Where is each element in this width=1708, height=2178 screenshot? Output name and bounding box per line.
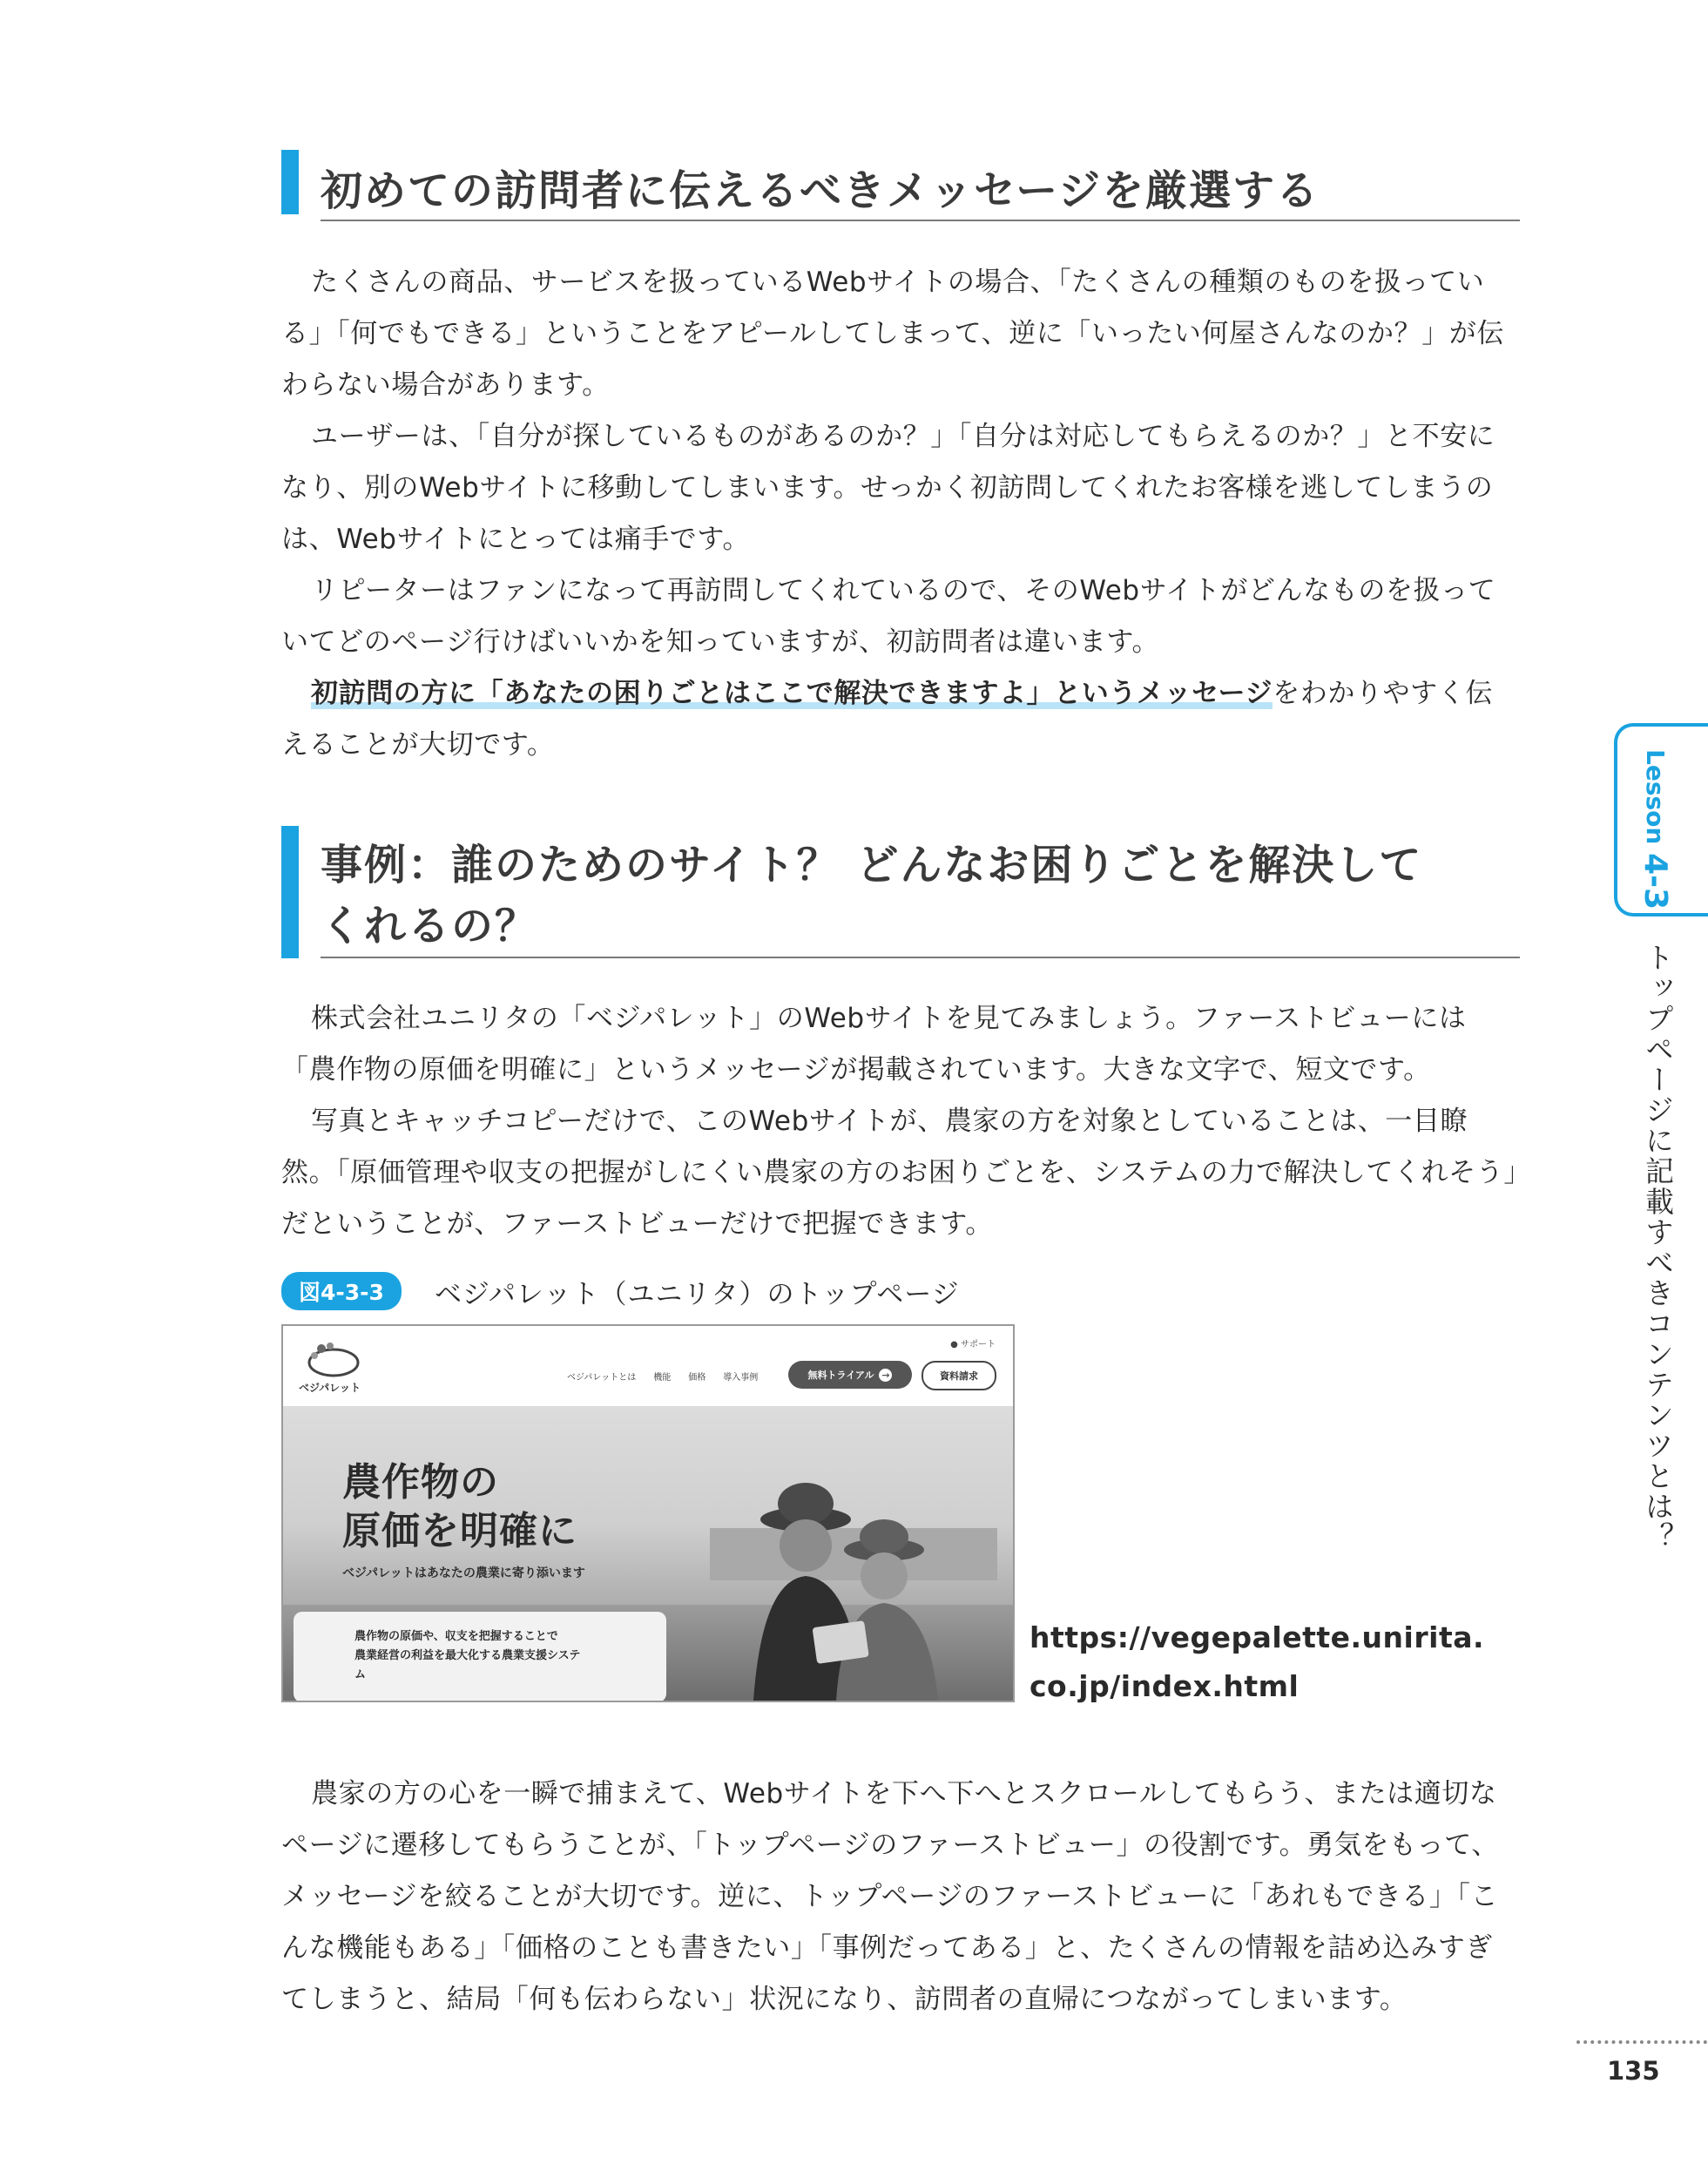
closing-body bbox=[281, 1769, 1520, 2026]
hero-description-box bbox=[294, 1612, 666, 1702]
figure-url[interactable] bbox=[1030, 1613, 1484, 1711]
paragraph: 写真とキャッチコピーだけで、このWebサイトが、農家の方を対象としていることは、一目瞭然。「原価管理や収支の把握がしにくい農家の方のお困りごとを、システムの力で解決してくれそう」だということが、ファーストビューだけで把握できます。 bbox=[281, 1106, 1518, 1240]
support-label: サポート bbox=[961, 1340, 996, 1349]
website-screenshot bbox=[281, 1324, 1015, 1702]
logo-mark-icon bbox=[302, 1340, 363, 1378]
figure-badge: 図4-3-3 bbox=[281, 1272, 402, 1310]
heading-accent-bar bbox=[281, 826, 299, 958]
section-heading-2 bbox=[281, 826, 1520, 958]
hero-subline: ベジパレットはあなたの農業に寄り添います bbox=[342, 1566, 585, 1580]
support-link[interactable]: ● サポート bbox=[950, 1340, 996, 1349]
lesson-number: 4-3 bbox=[1637, 853, 1673, 910]
lesson-tab-label bbox=[1637, 749, 1673, 910]
hero-image bbox=[283, 1406, 1013, 1701]
figure-title: ベジパレット（ユニリタ）のトップページ bbox=[434, 1278, 960, 1310]
menu-item[interactable]: 導入事例 bbox=[723, 1373, 759, 1383]
figure-caption bbox=[281, 1274, 960, 1309]
section-2-title-line2: くれるの？ bbox=[321, 902, 539, 950]
section-1-title: 初めての訪問者に伝えるべきメッセージを厳選する bbox=[321, 166, 1320, 215]
hero-headline-2: 原価を明確に bbox=[342, 1509, 577, 1553]
section-2-body bbox=[281, 993, 1520, 1250]
paragraph: リピーターはファンになって再訪問してくれているので、そのWebサイトがどんなものを扱っていてどのページ行けばいいかを知っていますが、初訪問者は違います。 bbox=[281, 575, 1496, 658]
farmers-photo-icon bbox=[710, 1406, 997, 1701]
free-trial-label: 無料トライアル bbox=[807, 1370, 874, 1381]
highlighted-message: 初訪問の方に「あなたの困りごとはここで解決できますよ」というメッセージ bbox=[311, 678, 1273, 709]
paragraph: 株式会社ユニリタの「ベジパレット」のWebサイトを見てみましょう。ファーストビューには「農作物の原価を明確に」というメッセージが掲載されています。大きな文字で、短文です。 bbox=[281, 1003, 1467, 1086]
request-docs-button[interactable]: 資料請求 bbox=[922, 1361, 996, 1390]
page-number-divider bbox=[1576, 2040, 1707, 2044]
heading-underline bbox=[321, 957, 1520, 958]
paragraph: ユーザーは、「自分が探しているものがあるのか？」「自分は対応してもらえるのか？」と不安になり、別のWebサイトに移動してしまいます。せっかく初訪問してくれたお客様を逃してしまうのは、Webサイトにとっては痛手です。 bbox=[281, 421, 1495, 555]
site-menu bbox=[567, 1370, 758, 1383]
highlight-tail: をわかりやすく伝えることが大切です。 bbox=[281, 678, 1493, 761]
section-heading-1 bbox=[281, 150, 1520, 221]
menu-item[interactable]: 価格 bbox=[688, 1373, 706, 1383]
url-line: https://vegepalette.unirita. bbox=[1030, 1620, 1485, 1654]
section-2-title-line1: 事例：誰のためのサイト？ どんなお困りごとを解決して bbox=[321, 841, 1423, 889]
lesson-word: Lesson bbox=[1641, 749, 1670, 845]
arrow-right-icon: → bbox=[879, 1369, 892, 1382]
paragraph: たくさんの商品、サービスを扱っているWebサイトの場合、「たくさんの種類のものを扱っている」「何でもできる」ということをアピールしてしまって、逆に「いったい何屋さんなのか？」が伝わらない場合があります。 bbox=[281, 267, 1505, 401]
hero-headline-1: 農作物の bbox=[342, 1460, 499, 1505]
box-line: 農業経営の利益を最大化する農業支援システ bbox=[354, 1649, 581, 1662]
menu-item[interactable]: 機能 bbox=[653, 1373, 672, 1383]
section-1-body bbox=[281, 257, 1520, 771]
page-number: 135 bbox=[1607, 2056, 1660, 2086]
site-header bbox=[283, 1326, 1013, 1406]
box-line: 農作物の原価や、収支を把握することで bbox=[354, 1630, 558, 1643]
free-trial-button[interactable] bbox=[788, 1361, 912, 1389]
chapter-side-title: トップページに記載すべきコンテンツとは？ bbox=[1641, 943, 1675, 1552]
paragraph: 農家の方の心を一瞬で捕まえて、Webサイトを下へ下へとスクロールしてもらう、または適切なページに遷移してもらうことが、「トップページのファーストビュー」の役割です。勇気をもって、メッセージを絞ることが大切です。逆に、トップページのファーストビューに「あれもできる」「こんな機能もある」「価格のことも書きたい」「事例だってある」と、たくさんの情報を詰め込みすぎてしまうと、結局「何も伝わらない」状況になり、訪問者の直帰につながってしまいます。 bbox=[281, 1778, 1499, 2015]
menu-item[interactable]: ベジパレットとは bbox=[567, 1373, 637, 1383]
box-line: ム bbox=[354, 1668, 367, 1681]
url-line: co.jp/index.html bbox=[1030, 1669, 1300, 1703]
paragraph-highlight bbox=[281, 668, 1520, 771]
heading-accent-bar bbox=[281, 150, 299, 214]
site-logo-text: ベジパレット bbox=[299, 1382, 361, 1394]
heading-underline bbox=[321, 220, 1520, 221]
